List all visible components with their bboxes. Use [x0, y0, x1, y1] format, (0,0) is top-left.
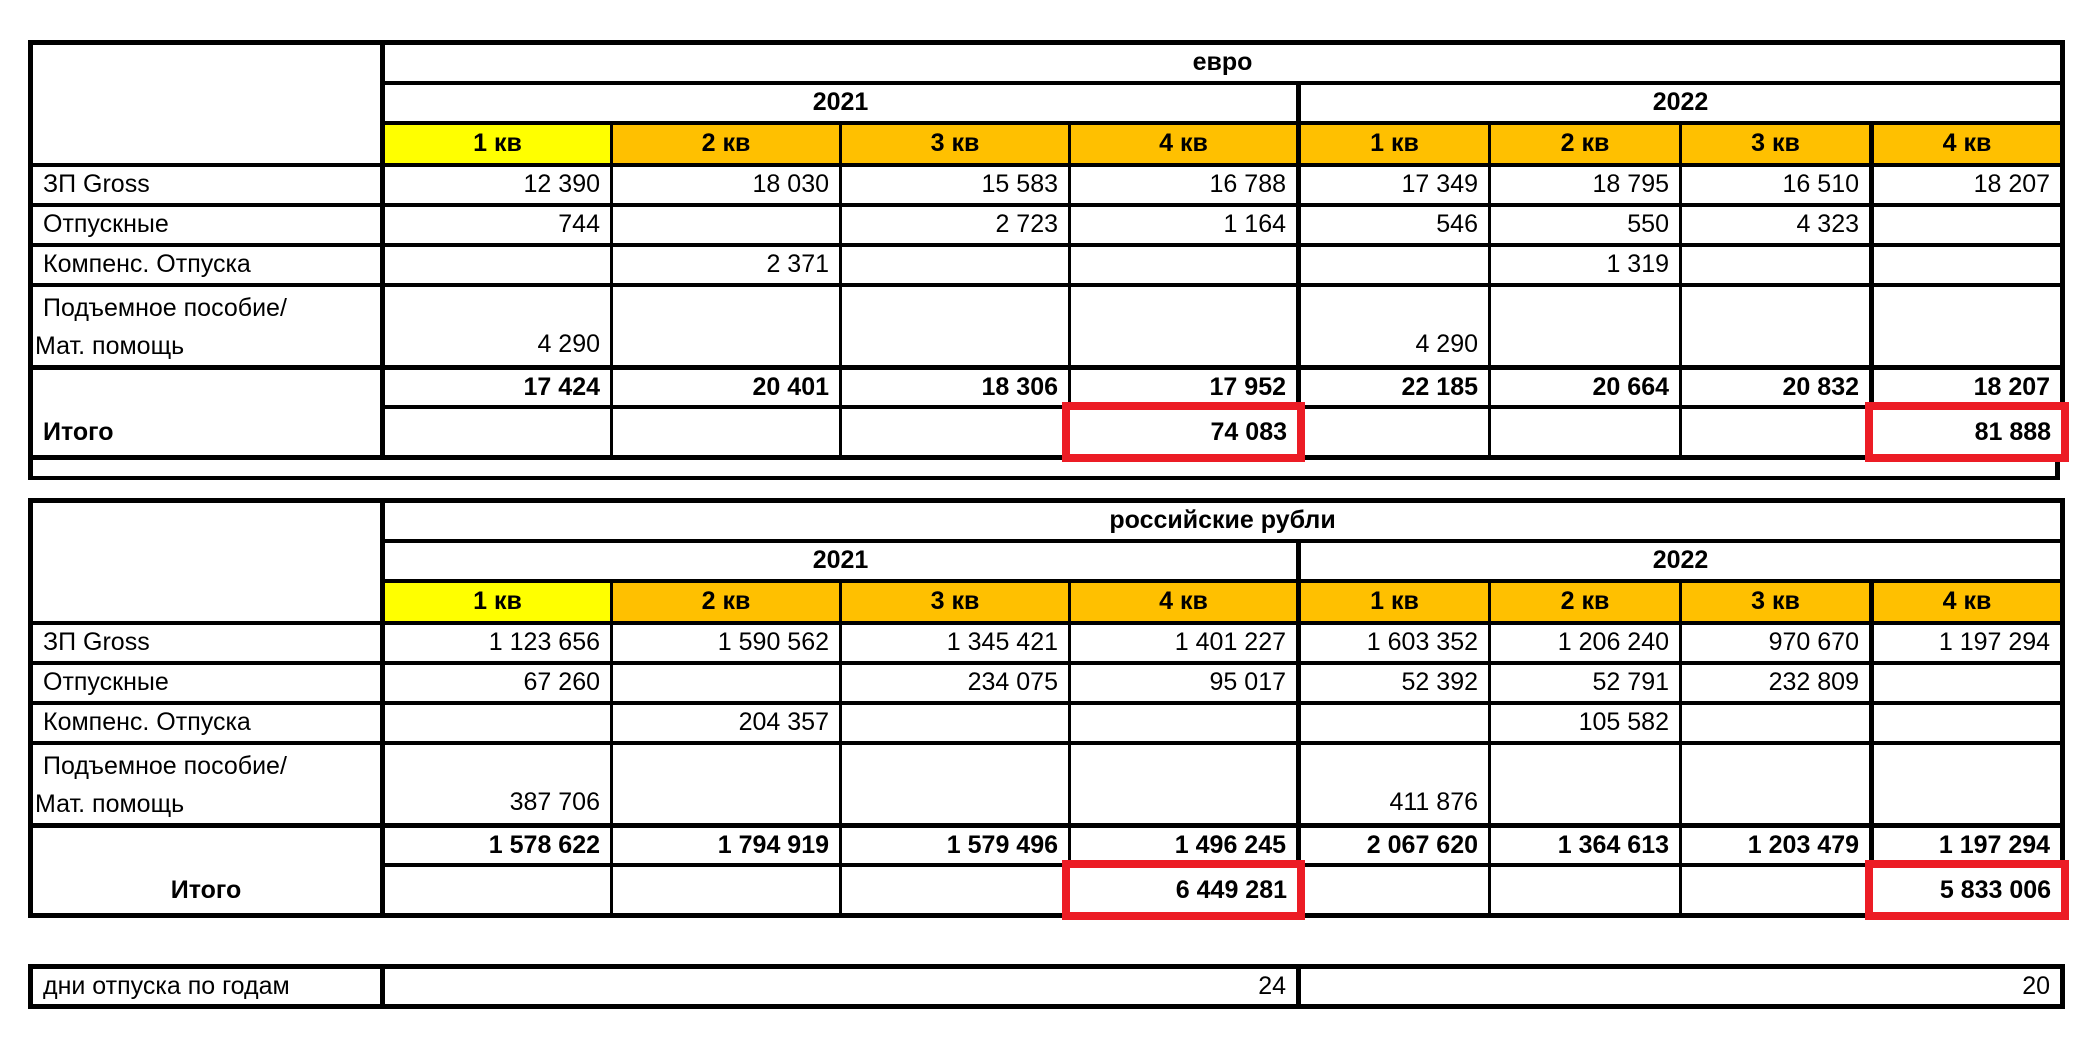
quarter-header-q1-2021: 1 кв — [383, 123, 612, 165]
empty-cell — [1490, 865, 1681, 916]
value-cell — [841, 285, 1070, 368]
quarter-header-q4-2022: 4 кв — [1872, 123, 2063, 165]
empty-cell — [612, 865, 841, 916]
value-cell: 232 809 — [1681, 663, 1872, 703]
value-cell — [1872, 703, 2063, 743]
row-label-allowance — [31, 285, 383, 368]
value-cell: 52 392 — [1299, 663, 1490, 703]
row-label-allowance-line2: Мат. помощь — [35, 331, 185, 360]
value-cell: 1 603 352 — [1299, 623, 1490, 663]
row-label-gross: ЗП Gross — [31, 165, 383, 205]
value-cell: 550 — [1490, 205, 1681, 245]
value-cell — [1070, 285, 1299, 368]
year-total-value-2022: 5 833 006 — [1939, 875, 2052, 904]
subtotal-cell: 18 306 — [841, 367, 1070, 407]
value-cell — [841, 703, 1070, 743]
empty-cell — [841, 407, 1070, 458]
quarter-header-q4-2021: 4 кв — [1070, 123, 1299, 165]
quarter-header-q4-2021: 4 кв — [1070, 581, 1299, 623]
value-cell — [383, 703, 612, 743]
empty-cell — [1681, 407, 1872, 458]
subtotal-cell: 17 952 — [1070, 367, 1299, 407]
subtotal-cell: 1 578 622 — [383, 825, 612, 865]
value-cell — [612, 663, 841, 703]
value-cell: 4 290 — [1299, 285, 1490, 368]
value-cell — [383, 245, 612, 285]
value-cell: 1 590 562 — [612, 623, 841, 663]
year-total-value-2022: 81 888 — [1974, 417, 2052, 446]
year-header-2021: 2021 — [383, 83, 1299, 123]
value-cell — [1872, 285, 2063, 368]
quarter-header-q2-2022: 2 кв — [1490, 581, 1681, 623]
quarter-header-q2-2021: 2 кв — [612, 123, 841, 165]
rubles-table — [28, 498, 2065, 918]
row-label-vacation-pay: Отпускные — [31, 205, 383, 245]
value-cell: 18 207 — [1872, 165, 2063, 205]
red-highlight-box — [1062, 402, 1305, 462]
total-cell-2022 — [1872, 407, 2063, 458]
value-cell: 970 670 — [1681, 623, 1872, 663]
quarter-header-q1-2022: 1 кв — [1299, 581, 1490, 623]
value-cell — [1490, 743, 1681, 826]
value-cell: 411 876 — [1299, 743, 1490, 826]
row-label-allowance-line2: Мат. помощь — [35, 789, 185, 818]
value-cell — [1872, 663, 2063, 703]
value-cell — [1070, 743, 1299, 826]
value-cell: 1 206 240 — [1490, 623, 1681, 663]
value-cell: 67 260 — [383, 663, 612, 703]
subtotal-cell: 1 794 919 — [612, 825, 841, 865]
total-cell-2021 — [1070, 865, 1299, 916]
quarter-header-q3-2021: 3 кв — [841, 123, 1070, 165]
red-highlight-box — [1865, 402, 2069, 462]
value-cell: 1 123 656 — [383, 623, 612, 663]
value-cell — [841, 743, 1070, 826]
value-cell — [1681, 703, 1872, 743]
subtotal-cell: 18 207 — [1872, 367, 2063, 407]
empty-cell — [383, 865, 612, 916]
year-header-2021: 2021 — [383, 541, 1299, 581]
value-cell: 234 075 — [841, 663, 1070, 703]
value-cell — [612, 285, 841, 368]
value-cell: 18 795 — [1490, 165, 1681, 205]
value-cell: 15 583 — [841, 165, 1070, 205]
value-cell: 2 723 — [841, 205, 1070, 245]
year-total-value-2021: 6 449 281 — [1175, 875, 1287, 904]
quarter-header-q4-2022: 4 кв — [1872, 581, 2063, 623]
value-cell: 4 323 — [1681, 205, 1872, 245]
vacation-days-2021: 24 — [383, 967, 1299, 1007]
value-cell — [1681, 245, 1872, 285]
euro-table — [28, 40, 2065, 460]
value-cell — [1299, 703, 1490, 743]
row-label-allowance-line1: Подъемное пособие/ — [43, 751, 287, 780]
year-total-value-2021: 74 083 — [1210, 417, 1287, 446]
empty-cell — [841, 865, 1070, 916]
row-label-allowance — [31, 743, 383, 826]
euro-table-title: евро — [383, 43, 2063, 83]
rubles-table-title: российские рубли — [383, 501, 2063, 541]
subtotal-cell: 22 185 — [1299, 367, 1490, 407]
value-cell: 1 164 — [1070, 205, 1299, 245]
row-label-vacation-compensation: Компенс. Отпуска — [31, 245, 383, 285]
subtotal-cell: 20 401 — [612, 367, 841, 407]
subtotal-cell: 1 364 613 — [1490, 825, 1681, 865]
row-label-vacation-compensation: Компенс. Отпуска — [31, 703, 383, 743]
value-cell — [612, 205, 841, 245]
empty-cell — [383, 407, 612, 458]
empty-cell — [1299, 407, 1490, 458]
value-cell: 744 — [383, 205, 612, 245]
value-cell — [1681, 285, 1872, 368]
red-highlight-box — [1865, 860, 2069, 920]
value-cell: 1 401 227 — [1070, 623, 1299, 663]
value-cell: 204 357 — [612, 703, 841, 743]
value-cell — [1070, 703, 1299, 743]
value-cell — [1299, 245, 1490, 285]
row-label-gross: ЗП Gross — [31, 623, 383, 663]
subtotal-cell: 1 579 496 — [841, 825, 1070, 865]
corner-cell — [31, 43, 383, 165]
value-cell: 16 510 — [1681, 165, 1872, 205]
value-cell: 16 788 — [1070, 165, 1299, 205]
table-separator-strip — [28, 460, 2060, 480]
value-cell — [1070, 245, 1299, 285]
total-cell-2021 — [1070, 407, 1299, 458]
value-cell — [841, 245, 1070, 285]
value-cell — [1681, 743, 1872, 826]
value-cell: 546 — [1299, 205, 1490, 245]
row-label-total: Итого — [31, 825, 383, 916]
empty-cell — [612, 407, 841, 458]
subtotal-cell: 1 197 294 — [1872, 825, 2063, 865]
spacer — [28, 918, 2060, 964]
quarter-header-q3-2022: 3 кв — [1681, 123, 1872, 165]
value-cell — [1490, 285, 1681, 368]
empty-cell — [1681, 865, 1872, 916]
row-label-allowance-line1: Подъемное пособие/ — [43, 293, 287, 322]
value-cell: 4 290 — [383, 285, 612, 368]
value-cell — [1872, 205, 2063, 245]
report-sheet — [28, 40, 2060, 1009]
subtotal-cell: 2 067 620 — [1299, 825, 1490, 865]
quarter-header-q2-2021: 2 кв — [612, 581, 841, 623]
empty-cell — [1490, 407, 1681, 458]
total-cell-2022 — [1872, 865, 2063, 916]
value-cell: 52 791 — [1490, 663, 1681, 703]
red-highlight-box — [1062, 860, 1305, 920]
value-cell: 18 030 — [612, 165, 841, 205]
value-cell: 105 582 — [1490, 703, 1681, 743]
row-label-vacation-pay: Отпускные — [31, 663, 383, 703]
value-cell: 1 345 421 — [841, 623, 1070, 663]
value-cell: 387 706 — [383, 743, 612, 826]
value-cell: 2 371 — [612, 245, 841, 285]
value-cell: 1 197 294 — [1872, 623, 2063, 663]
vacation-days-label: дни отпуска по годам — [31, 967, 383, 1007]
year-header-2022: 2022 — [1299, 541, 2063, 581]
value-cell: 12 390 — [383, 165, 612, 205]
subtotal-cell: 1 496 245 — [1070, 825, 1299, 865]
value-cell — [1872, 245, 2063, 285]
vacation-days-2022: 20 — [1299, 967, 2063, 1007]
value-cell — [1872, 743, 2063, 826]
corner-cell — [31, 501, 383, 623]
vacation-days-table — [28, 964, 2065, 1009]
value-cell: 17 349 — [1299, 165, 1490, 205]
subtotal-cell: 17 424 — [383, 367, 612, 407]
subtotal-cell: 1 203 479 — [1681, 825, 1872, 865]
quarter-header-q3-2022: 3 кв — [1681, 581, 1872, 623]
row-label-total: Итого — [31, 367, 383, 458]
quarter-header-q1-2022: 1 кв — [1299, 123, 1490, 165]
value-cell: 1 319 — [1490, 245, 1681, 285]
subtotal-cell: 20 832 — [1681, 367, 1872, 407]
empty-cell — [1299, 865, 1490, 916]
spacer — [28, 480, 2060, 498]
quarter-header-q3-2021: 3 кв — [841, 581, 1070, 623]
value-cell — [612, 743, 841, 826]
quarter-header-q1-2021: 1 кв — [383, 581, 612, 623]
subtotal-cell: 20 664 — [1490, 367, 1681, 407]
quarter-header-q2-2022: 2 кв — [1490, 123, 1681, 165]
year-header-2022: 2022 — [1299, 83, 2063, 123]
value-cell: 95 017 — [1070, 663, 1299, 703]
